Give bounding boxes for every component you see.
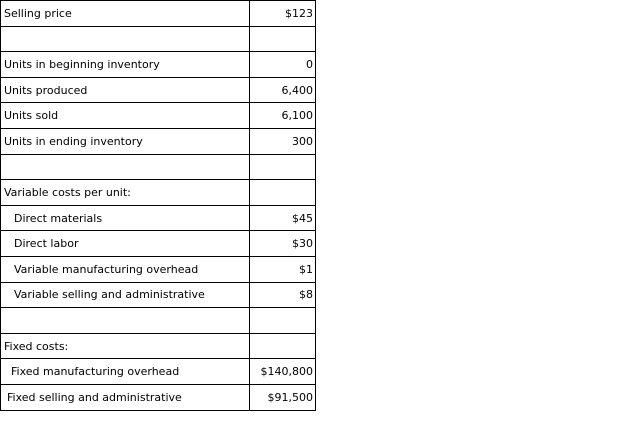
table-row — [1, 282, 316, 308]
row-value: $30 — [250, 231, 316, 257]
row-value: $45 — [250, 205, 316, 231]
table-row — [1, 180, 316, 206]
row-label: Direct materials — [1, 205, 250, 231]
row-label: Variable selling and administrative — [1, 282, 250, 308]
row-value: 6,400 — [250, 77, 316, 103]
row-value: $8 — [250, 282, 316, 308]
cost-data-table — [0, 0, 316, 411]
row-label: Units in ending inventory — [1, 128, 250, 154]
row-value: 300 — [250, 128, 316, 154]
row-label: Units sold — [1, 103, 250, 129]
table-row — [1, 52, 316, 78]
row-value: $123 — [250, 1, 316, 27]
table-row — [1, 1, 316, 27]
row-label: Variable manufacturing overhead — [1, 256, 250, 282]
row-label: Units in beginning inventory — [1, 52, 250, 78]
row-label: Direct labor — [1, 231, 250, 257]
table-row — [1, 231, 316, 257]
row-label: Fixed manufacturing overhead — [1, 359, 250, 385]
table-row — [1, 128, 316, 154]
row-value: 0 — [250, 52, 316, 78]
row-value — [250, 26, 316, 52]
table-row — [1, 333, 316, 359]
table-row — [1, 154, 316, 180]
table-row — [1, 26, 316, 52]
row-label: Selling price — [1, 1, 250, 27]
row-value — [250, 180, 316, 206]
table-row — [1, 77, 316, 103]
row-label — [1, 26, 250, 52]
row-value: $1 — [250, 256, 316, 282]
row-label: Variable costs per unit: — [1, 180, 250, 206]
row-value — [250, 333, 316, 359]
table-row — [1, 256, 316, 282]
row-value: $140,800 — [250, 359, 316, 385]
table-row — [1, 384, 316, 410]
table-row — [1, 103, 316, 129]
row-value — [250, 308, 316, 334]
row-label: Units produced — [1, 77, 250, 103]
row-label — [1, 308, 250, 334]
row-value — [250, 154, 316, 180]
row-value: $91,500 — [250, 384, 316, 410]
table-row — [1, 308, 316, 334]
row-label: Fixed costs: — [1, 333, 250, 359]
row-label — [1, 154, 250, 180]
table-row — [1, 359, 316, 385]
table-row — [1, 205, 316, 231]
row-value: 6,100 — [250, 103, 316, 129]
row-label: Fixed selling and administrative — [1, 384, 250, 410]
